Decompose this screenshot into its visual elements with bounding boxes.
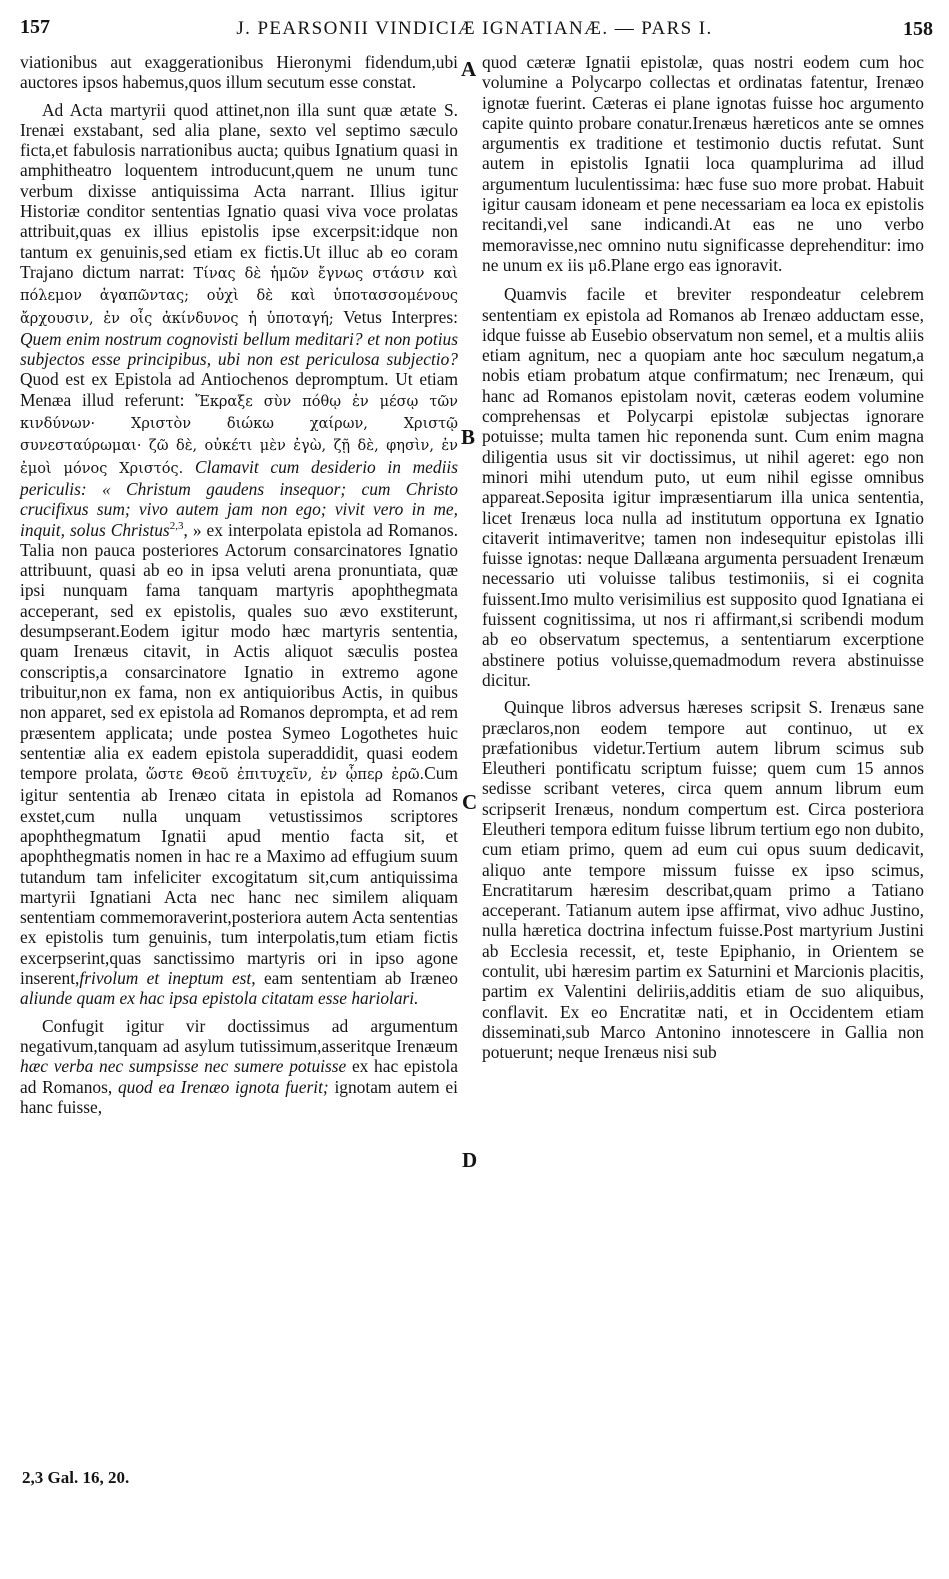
right-paragraph-3: Quinque libros adversus hæreses scripsit S. Irenæus sane præclaros,non eodem tempore aut continuo, ut ex præfationibus videtur.Tertium autem librum scimus sub Eleutheri pontificatu scriptum fuisse; quem cum 15 annos sedisse scribant veteres, circa quem annum librum eum scripserit Irenæus, nondum compertum est. Circa posteriora Eleutheri tempora editum fuisse librum tertium ego non dubito, cum etiam primo, quem ad eum cui opus suum dedicavit, aliquo ante tempore missum fuisse ex ipso scimus, Encratitarum hæresim describat,quam primo a Tatiano acceperant. Tatianum autem ipse affirmat, vivo adhuc Justino, nulla hæretica doctrina infectum fuisse.Post martyrium Justini ab Ecclesia recessit, et, teste Epiphanio, in Orientem se contulit, ubi hæresim partim ex Saturnini et Marcionis placitis, partim ex Valentini deliriis,additis etiam de suo aliquibus, conflavit. Ex eo Encratitæ nati, et in Occidentem etiam disseminati,sub Marco Antonino innotescere in Gallia non potuerunt; neque Irenæus nisi sub [482, 697, 924, 1063]
italic-quote: aliunde quam ex hac ipsa epistola citatam esse hariolari. [20, 988, 419, 1009]
text-run: Quod est ex Epistola ad Antiochenos depromptum. Ut etiam Menæa illud referunt: [20, 369, 458, 410]
left-paragraph-1: viationibus aut exaggerationibus Hieronymi fidendum,ubi auctores ipsos habemus,quos illum secutum esse constat. [20, 52, 458, 93]
text-run: Confugit igitur vir doctissimus ad argumentum negativum,tanquam ad asylum tutissimum,asseritque Irenæum [20, 1015, 458, 1056]
margin-letter-d: D [462, 1148, 478, 1172]
right-paragraph-2: Quamvis facile et breviter respondeatur celebrem sententiam ex epistola ad Romanos ab Irenæo adductam esse, idque fuisse ab Eusebio observatum non semel, et a multis aliis etiam agnitum, nec a quopiam ante hoc sæculum negatum,a nobis etiam probatum atque confirmatum; nec Irenæum, qui hanc ad Romanos epistolam novit, cæteras eodem volumine comprehensas et Polycarpi epistolæ subjectas ignorare potuisse; multa tamen hic reponenda sunt. Cum enim magna diligentia usus sit vir doctissimus, ut nihil ageret: ego non minori mihi utendum puto, ut eum nihil egisse omnibus appareat.Seposita igitur impræsentiarum illa unica sententia, licet Irenæus loca nulla ad institutum opportuna ex Ignatio citaverit intimaveritve; tamen non indesequitur epistolas illi fuisse ignotas: neque Dallæana argumenta persuadent Irenæum necessario uti voluisse talibus testimoniis, si ei cognita fuissent.Imo multo verisimilius est supposito quod Ignatiana ei fuissent cognitissima, ut nos ri affirmant,si scribendi modum ab eo observatum spectemus, a sententiarum excerptione abstinere potius voluisse,quemadmodum revera abstinuisse dicitur. [482, 284, 924, 690]
page-number-right: 158 [903, 18, 933, 40]
left-paragraph-2 [20, 100, 458, 1009]
greek-word: μδ [588, 258, 607, 275]
left-column [20, 52, 458, 1117]
italic-quote: Quem enim nostrum cognovisti bellum meditari? et non potius subjectos esse principibus, ubi non est periculosa subjectio? [20, 328, 458, 370]
margin-letter-b: B [461, 425, 476, 449]
greek-quote: Ἔκραξε σὺν πόθῳ ἐν μέσῳ τῶν κινδύνων· Χριστὸν διώκω χαίρων, Χριστῷ συνεσταύρωμαι· ζῶ δὲ, οὐκέτι μὲν ἐγὼ, ζῇ δὲ, φησὶν, ἐν ἐμοὶ μόνος Χριστός. [20, 393, 458, 477]
italic-quote: frivolum et ineptum est, [79, 968, 256, 989]
margin-letter-c: C [462, 790, 478, 814]
text-run: , » ex interpolata epistola ad Romanos. Talia non pauca posteriores Actorum consarcinatores Ignatio attribuunt, quasi ab eo in ipsa veluti arena pronuntiata, quæ ipsi nunquam fama tanquam martyris apophthegmata acceperant, sed ex epistolis, quales suo ævo exstiterunt, desumpserant.Eodem igitur modo hæc martyris sententia, quam Irenæus citavit, in Actis aliquot sæculis postea conscriptis,a consarcinatore Ignatio in extremo agone tribuitur,non ex fama, non ex antiquioribus Actis, in quibus non apparet, sed ex epistola ad Romanos deprompta, et ad rem præsentem applicata; unde postea Symeo Logothetes huic sententiæ alia ex eadem epistola superaddidit, quasi eodem tempore prolata, [20, 519, 458, 784]
page-number-left: 157 [20, 16, 50, 38]
right-column [482, 52, 924, 1063]
right-paragraph-1 [482, 52, 924, 277]
text-run: eam sententiam ab Iræneo [263, 968, 458, 989]
italic-quote: quod ea Irenæo ignota fuerit; [117, 1076, 329, 1097]
italic-quote: hæc verba nec sumpsisse nec sumere potuisse [20, 1056, 347, 1077]
text-run: Vetus Interpres: [343, 306, 458, 327]
page-header [0, 0, 949, 60]
text-run: .Plane ergo eas ignoravit. [606, 254, 783, 275]
text-run: Cum igitur sententia ab Irenæo citata in epistola ad Romanos exstet,cum nulla unquam vetustissimos scriptores apophthegmatum Ignatii apud mentio facta sit, et apophthegmatis nomen in hac re a Maximo ad effugium suum tutandum tam infeliciter excogitatum sit,cum antiquissima martyrii Ignatiani Acta nec hanc nec similem aliquam sententiam commemoraverint,posteriora autem Acta sententias ex epistolis tum genuinis, tum interpolatis,tum etiam fictis excerpserint,quas sanctissimo martyris ori in ipso agone inserent, [20, 763, 458, 989]
text-run: ex hac epistola ad Romanos, [20, 1056, 458, 1097]
footnote: 2,3 Gal. 16, 20. [22, 1468, 130, 1487]
left-paragraph-3 [20, 1016, 458, 1117]
footnote-ref: 2,3 [169, 519, 184, 532]
running-title: J. PEARSONII VINDICIÆ IGNATIANÆ. — PARS I. [236, 18, 713, 39]
greek-quote: ὥστε Θεοῦ ἐπιτυχεῖν, ἐν ᾧπερ ἐρῶ. [145, 767, 425, 784]
text-run: ignotam autem ei hanc fuisse, [20, 1076, 458, 1117]
text-run: quod cæteræ Ignatii epistolæ, quas nostri eodem cum hoc volumine a Polycarpo collectas et ordinatas fatentur, Irenæo ignotæ fuerint. Cæteras ei plane ignotas fuisse hoc argumento capite quinto probare conatur.Irenæus hæreticos ante se omnes argumentis ex traditione et testimonio ductis refutat. Sunt autem in epistolis Ignatii loca quamplurima ad illud argumentum luculentissima: hæc fuse suo more probat. Habuit igitur causam idoneam et pene necessariam ea loca ex epistolis recitandi,vel sane indicandi.At eas ne uno verbo memoravisse,nec omnino nutu significasse deprehenditur: imo ne unum ex iis [482, 52, 924, 275]
greek-quote: Τίνας δὲ ἡμῶν ἔγνως στάσιν καὶ πόλεμον ἀγαπῶντας; οὐχὶ δὲ καὶ ὑποτασσομένους ἄρχουσιν, ἐν οἷς ἀκίνδυνος ἡ ὑποταγή; [20, 265, 458, 327]
text-run: Ad Acta martyrii quod attinet,non illa sunt quæ ætate S. Irenæi exstabant, sed alia plane, sexto vel septimo sæculo ficta,et fabulosis narrationibus aucta; quibus Ignatium quasi in amphitheatro loquentem introducunt,quem ne unum tunc verbum dixisse antiquissima Acta narrant. Illius igitur Historiæ conditor sententias Ignatio quasi viva voce prolatas attribuit,quas ex illius epistolis ipse excerpsit:idque non tantum ex genuinis,sed etiam ex fictis.Ut illuc ab eo coram Trajano dictum narrat: [20, 99, 458, 282]
margin-letter-a: A [461, 57, 477, 81]
italic-quote: Clamavit cum desiderio in mediis periculis: « Christum gaudens insequor; cum Christo crucifixus sum; vivo autem jam non ego; vivit vero in me, inquit, solus Christus [20, 456, 459, 540]
